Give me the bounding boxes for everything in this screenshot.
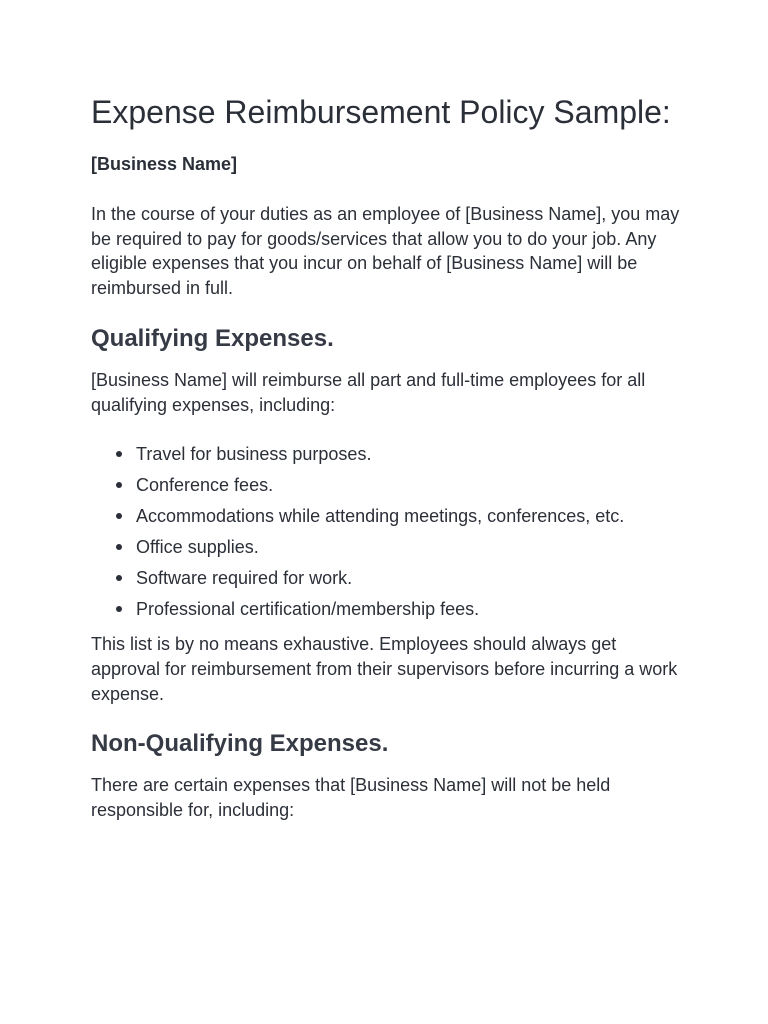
bullet-icon: [116, 544, 122, 550]
bullet-icon: [116, 606, 122, 612]
qualifying-expenses-heading: Qualifying Expenses.: [91, 324, 334, 352]
list-item: [91, 535, 688, 559]
document-title: Expense Reimbursement Policy Sample:: [91, 94, 671, 130]
bullet-icon: [116, 575, 122, 581]
non-qualifying-expenses-heading: Non-Qualifying Expenses.: [91, 730, 389, 758]
list-item-text: Conference fees.: [136, 475, 274, 496]
list-item: [91, 442, 688, 466]
list-item: [91, 473, 688, 497]
qualifying-intro-paragraph: [Business Name] will reimburse all part and full-time employees for all qualifying expenses, including:: [91, 369, 646, 415]
business-name-label: [Business Name]: [91, 154, 238, 174]
list-item: [91, 597, 688, 621]
list-item-text: Accommodations while attending meetings, conferences, etc.: [136, 506, 625, 527]
bullet-icon: [116, 451, 122, 457]
non-qualifying-intro-paragraph: There are certain expenses that [Business Name] will not be held responsible for, including:: [91, 775, 611, 821]
intro-paragraph: In the course of your duties as an employee of [Business Name], you may be required to pay for goods/services that allow you to do your job. Any eligible expenses that you incur on behalf of [Business Name] will be reimbursed in full.: [91, 204, 680, 299]
bullet-icon: [116, 513, 122, 519]
list-item: [91, 504, 688, 528]
bullet-icon: [116, 482, 122, 488]
list-item-text: Office supplies.: [136, 537, 259, 558]
list-item: [91, 566, 688, 590]
list-item-text: Travel for business purposes.: [136, 444, 372, 465]
qualifying-expenses-list: [91, 442, 688, 621]
list-item-text: Professional certification/membership fees.: [136, 599, 480, 620]
list-item-text: Software required for work.: [136, 568, 353, 589]
qualifying-note-paragraph: This list is by no means exhaustive. Employees should always get approval for reimbursement from their supervisors before incurring a work expense.: [91, 634, 678, 704]
